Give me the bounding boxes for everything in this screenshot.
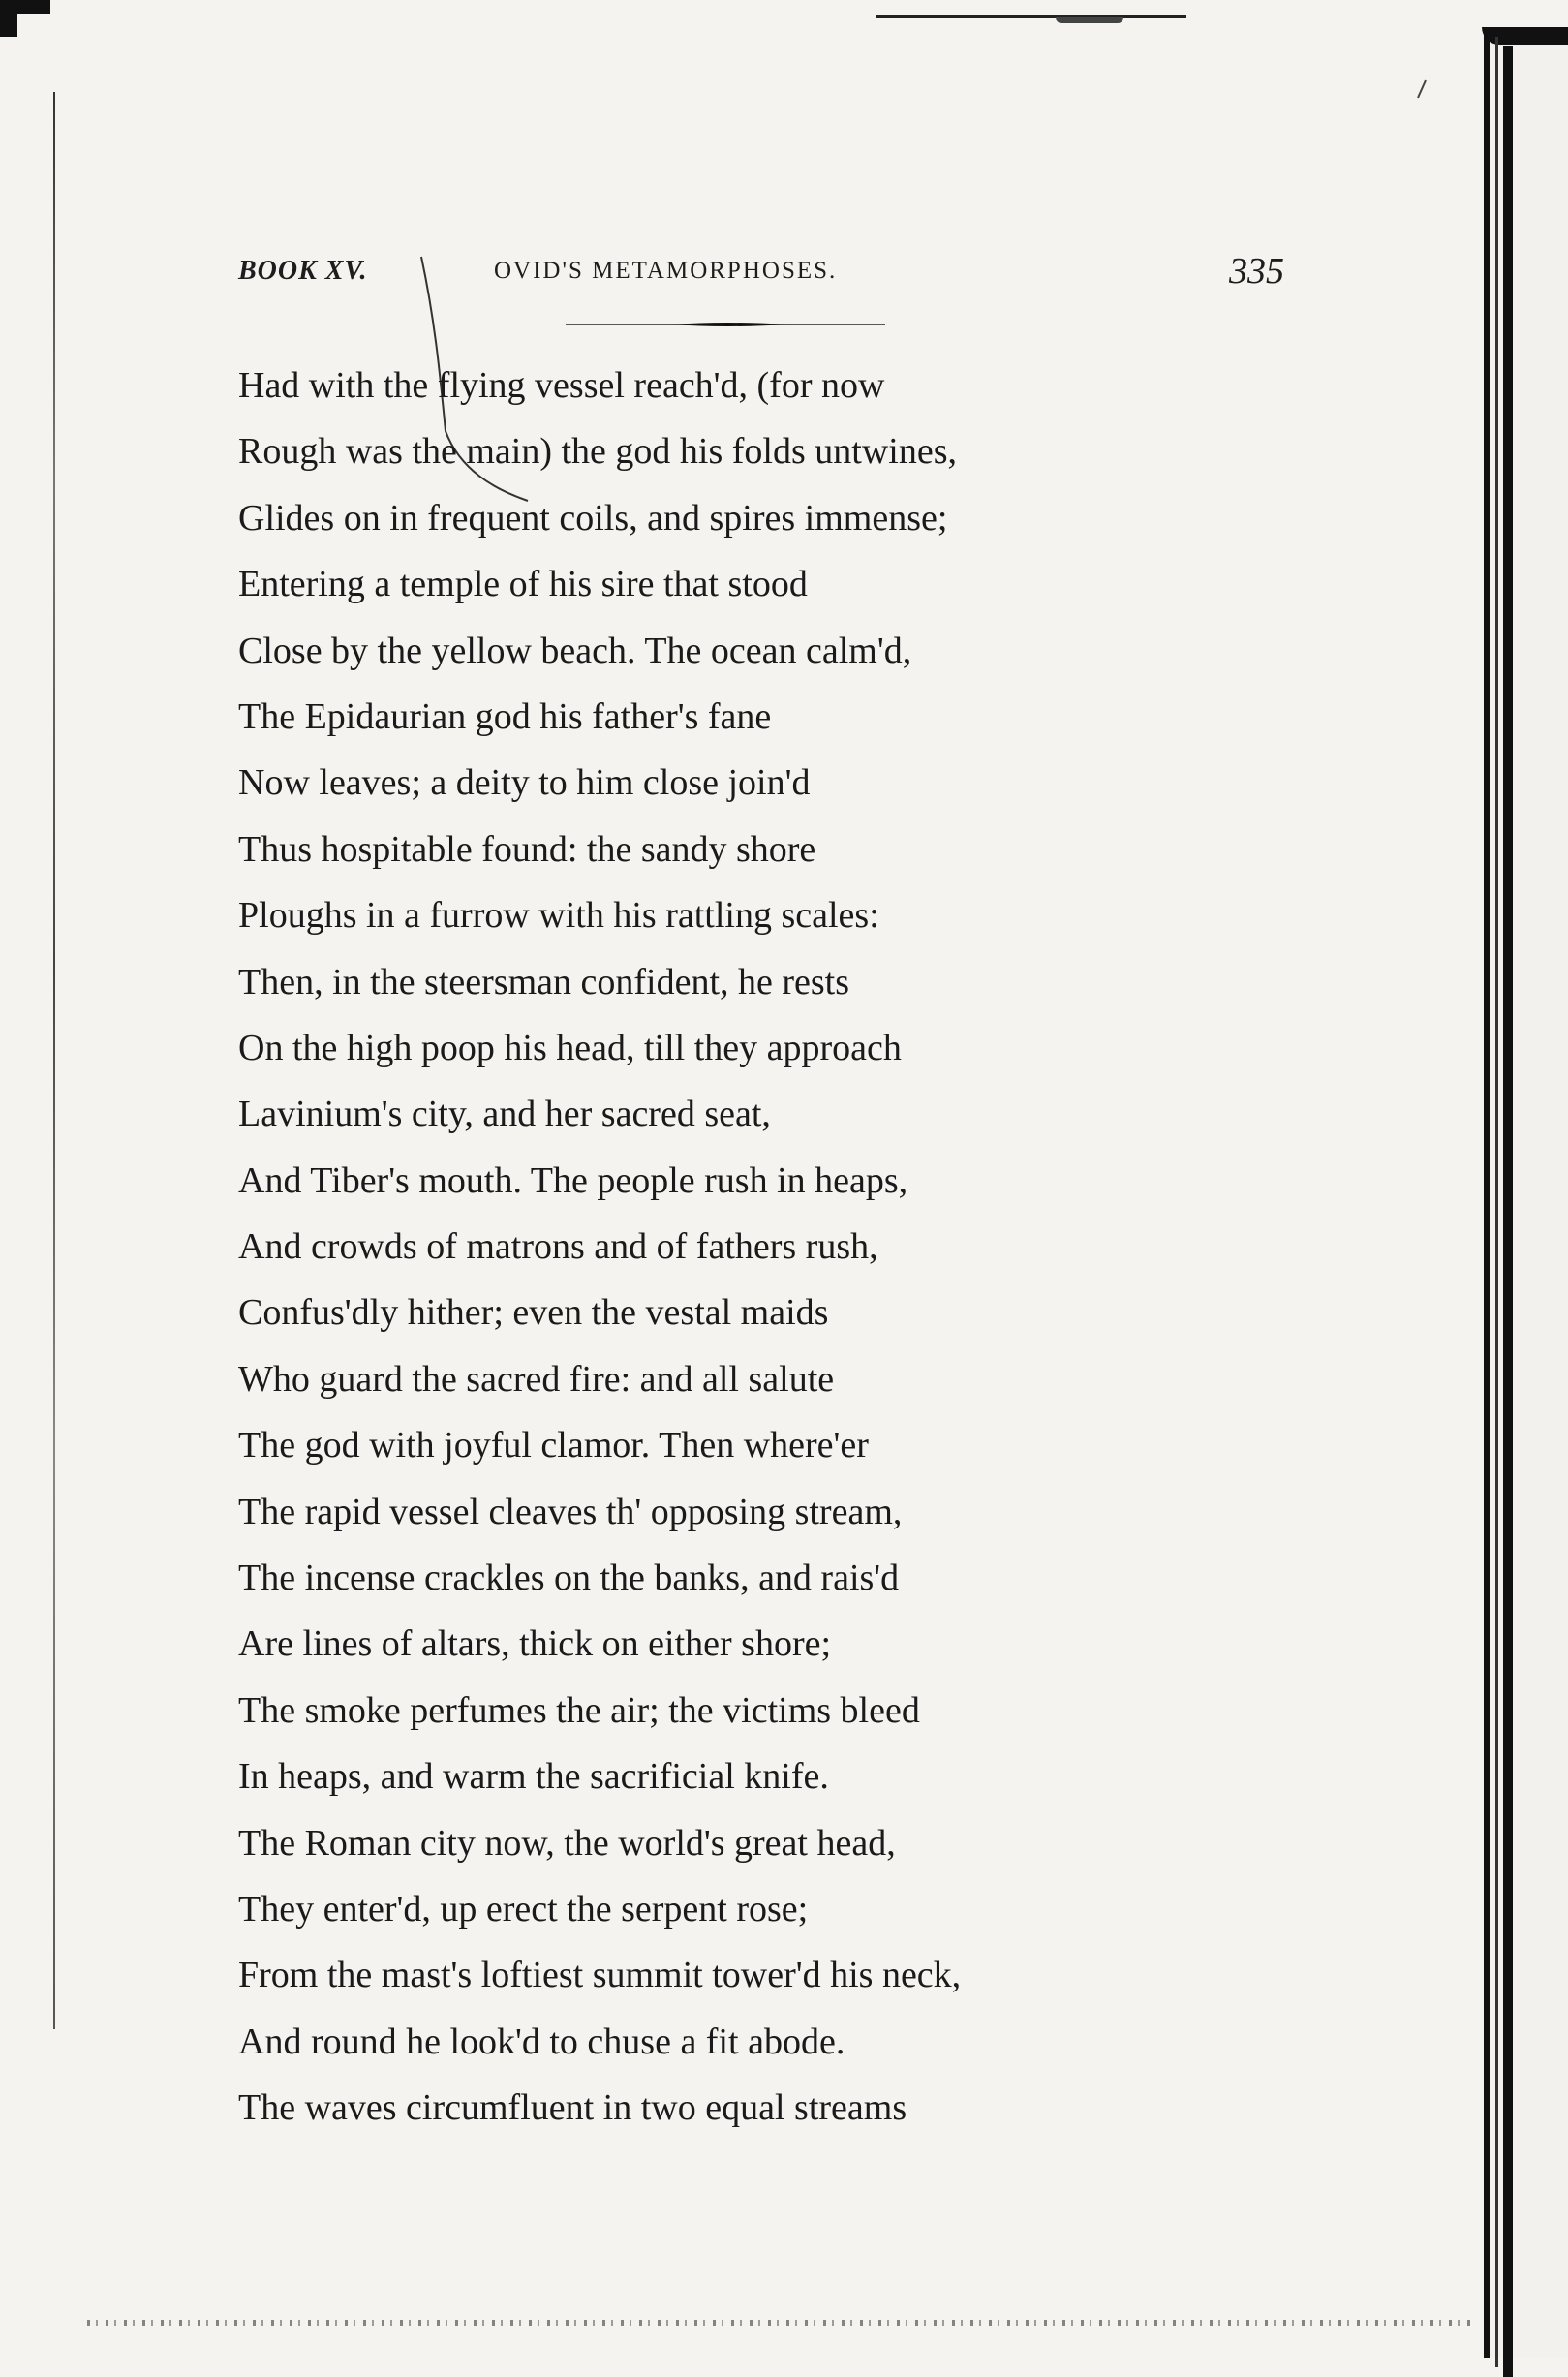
verse-line: Rough was the main) the god his folds untwines, bbox=[238, 431, 957, 473]
scan-corner-bar bbox=[0, 0, 50, 14]
verse-line: And Tiber's mouth. The people rush in heaps, bbox=[238, 1159, 908, 1201]
verse-line: Who guard the sacred fire: and all salute bbox=[238, 1358, 835, 1400]
scan-top-rule-tail bbox=[1056, 17, 1123, 23]
verse-line: Then, in the steersman confident, he rests bbox=[238, 961, 850, 1003]
verse-line: In heaps, and warm the sacrificial knife. bbox=[238, 1756, 829, 1798]
scan-top-rule bbox=[876, 15, 1186, 18]
verse-line: The incense crackles on the banks, and rais'd bbox=[238, 1558, 900, 1599]
verse-line: Now leaves; a deity to him close join'd bbox=[238, 762, 811, 804]
page-number: 335 bbox=[1229, 251, 1284, 292]
verse-line: On the high poop his head, till they approach bbox=[238, 1027, 902, 1068]
verse-line: And round he look'd to chuse a fit abode. bbox=[238, 2021, 845, 2062]
verse-line: Entering a temple of his sire that stood bbox=[238, 564, 808, 605]
scan-bottom-noise bbox=[87, 2320, 1472, 2326]
verse-line: The waves circumfluent in two equal streams bbox=[238, 2087, 907, 2129]
running-head bbox=[238, 250, 1284, 298]
book-label: BOOK XV. bbox=[238, 256, 368, 286]
verse-line: The rapid vessel cleaves th' opposing stream, bbox=[238, 1491, 903, 1532]
verse-line: The Epidaurian god his father's fane bbox=[238, 695, 772, 737]
verse-line: The god with joyful clamor. Then where'er bbox=[238, 1425, 869, 1466]
pencil-tick-mark bbox=[1416, 79, 1428, 99]
verse-line: They enter'd, up erect the serpent rose; bbox=[238, 1888, 809, 1929]
verse-line: The Roman city now, the world's great head, bbox=[238, 1822, 896, 1864]
verse-line: Ploughs in a furrow with his rattling scales: bbox=[238, 895, 879, 937]
work-title: OVID'S METAMORPHOSES. bbox=[494, 258, 838, 284]
verse-line: Glides on in frequent coils, and spires immense; bbox=[238, 497, 948, 539]
book-binding-edge bbox=[1482, 27, 1568, 2358]
verse-line: Had with the flying vessel reach'd, (for now bbox=[238, 365, 885, 406]
verse-line: Lavinium's city, and her sacred seat, bbox=[238, 1094, 771, 1135]
page-left-edge bbox=[53, 92, 55, 2029]
verse-line: The smoke perfumes the air; the victims bleed bbox=[238, 1689, 920, 1731]
verse-line: Are lines of altars, thick on either shore; bbox=[238, 1623, 832, 1665]
verse-body bbox=[238, 353, 1381, 2142]
verse-line: Close by the yellow beach. The ocean calm'd, bbox=[238, 630, 912, 671]
verse-line: From the mast's loftiest summit tower'd his neck, bbox=[238, 1955, 962, 1996]
verse-line: Thus hospitable found: the sandy shore bbox=[238, 828, 816, 870]
verse-line: Confus'dly hither; even the vestal maids bbox=[238, 1292, 829, 1334]
verse-line: And crowds of matrons and of fathers rush, bbox=[238, 1226, 878, 1268]
header-ornament-rule bbox=[566, 322, 885, 327]
